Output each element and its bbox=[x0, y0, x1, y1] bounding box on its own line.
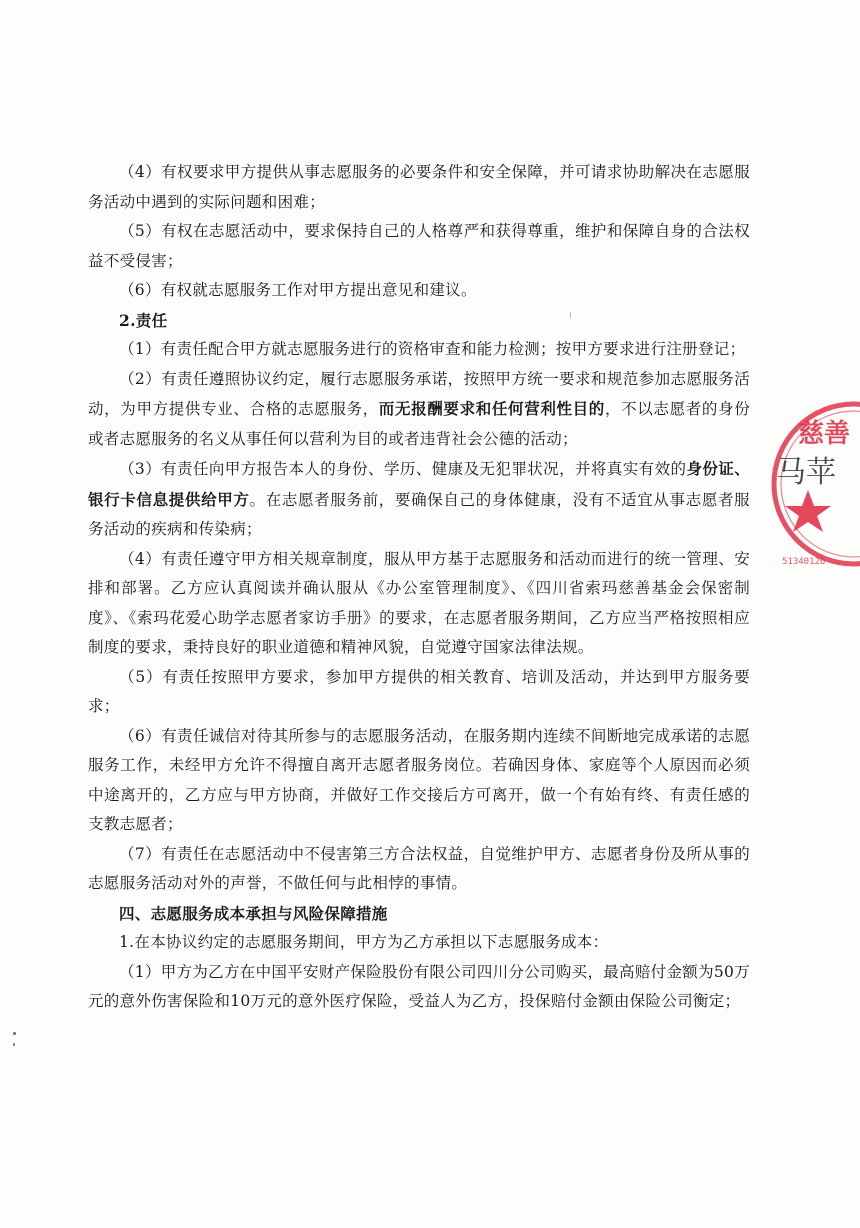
chapter-heading-cost-and-risk: 四、志愿服务成本承担与风险保障措施 bbox=[119, 903, 388, 923]
right-item-4: （4）有权要求甲方提供从事志愿服务的必要条件和安全保障，并可请求协助解决在志愿服务活动中遇到的实际问题和困难； bbox=[88, 163, 750, 211]
seal-top-text: 慈善 bbox=[798, 419, 851, 449]
right-item-5: （5）有权在志愿活动中，要求保持自己的人格尊严和获得尊重，维护和保障自身的合法权益不受侵害； bbox=[88, 222, 750, 270]
section-heading-responsibility: 2.责任 bbox=[119, 310, 168, 330]
seal-serial-number: 51340126 bbox=[782, 557, 826, 567]
scan-artifact bbox=[570, 312, 571, 318]
duty-item-6: （6）有责任诚信对待其所参与的志愿服务活动，在服务期内连续不间断地完成承诺的志愿服务工作，未经甲方允许不得擅自离开志愿者服务岗位。若确因身体、家庭等个人原因而必须中途离开的，乙方应与甲方协商，并做好工作交接后方可离开，做一个有始有终、有责任感的支教志愿者； bbox=[88, 726, 750, 833]
cost-item-1: 1.在本协议约定的志愿服务期间，甲方为乙方承担以下志愿服务成本： bbox=[119, 933, 609, 951]
right-item-6: （6）有权就志愿服务工作对甲方提出意见和建议。 bbox=[119, 281, 477, 299]
duty-item-3: （3）有责任向甲方报告本人的身份、学历、健康及无犯罪状况，并将真实有效的身份证、银行卡信息提供给甲方。在志愿者服务前，要确保自己的身体健康，没有不适宜从事志愿者服务活动的疾病和传染病； bbox=[88, 459, 750, 538]
foundation-seal bbox=[768, 398, 860, 576]
duty-3-emphasis: 身份证、银行卡信息提供给甲方 bbox=[88, 459, 750, 509]
duty-2-emphasis: 而无报酬要求和任何营利性目的 bbox=[378, 399, 605, 418]
duty-item-1: （1）有责任配合甲方就志愿服务进行的资格审查和能力检测；按甲方要求进行注册登记； bbox=[119, 340, 746, 358]
scan-artifact bbox=[13, 1043, 15, 1046]
cost-item-1-1: （1）甲方为乙方在中国平安财产保险股份有限公司四川分公司购买，最高赔付金额为50万元的意外伤害保险和10万元的意外医疗保险，受益人为乙方，投保赔付金额由保险公司衡定； bbox=[88, 962, 750, 1010]
duty-item-4: （4）有责任遵守甲方相关规章制度，服从甲方基于志愿服务和活动而进行的统一管理、安排和部署。乙方应认真阅读并确认服从《办公室管理制度》、《四川省索玛慈善基金会保密制度》、《索玛花爱心助学志愿者家访手册》的要求，在志愿者服务期间，乙方应当严格按照相应制度的要求，秉持良好的职业道德和精神风貌，自觉遵守国家法律法规。 bbox=[88, 549, 750, 656]
seal-star-icon bbox=[785, 490, 831, 532]
document-body bbox=[88, 158, 750, 1017]
duty-item-5: （5）有责任按照甲方要求，参加甲方提供的相关教育、培训及活动，并达到甲方服务要求； bbox=[88, 667, 750, 715]
duty-item-2: （2）有责任遵照协议约定，履行志愿服务承诺，按照甲方统一要求和规范参加志愿服务活动，为甲方提供专业、合格的志愿服务，而无报酬要求和任何营利性目的，不以志愿者的身份或者志愿服务的名义从事任何以营利为目的或者违背社会公德的活动； bbox=[88, 369, 751, 448]
seal-signature: 马苹 bbox=[776, 455, 836, 490]
duty-item-7: （7）有责任在志愿活动中不侵害第三方合法权益，自觉维护甲方、志愿者身份及所从事的志愿服务活动对外的声誉，不做任何与此相悖的事情。 bbox=[88, 844, 750, 892]
scan-artifact bbox=[13, 1032, 16, 1035]
